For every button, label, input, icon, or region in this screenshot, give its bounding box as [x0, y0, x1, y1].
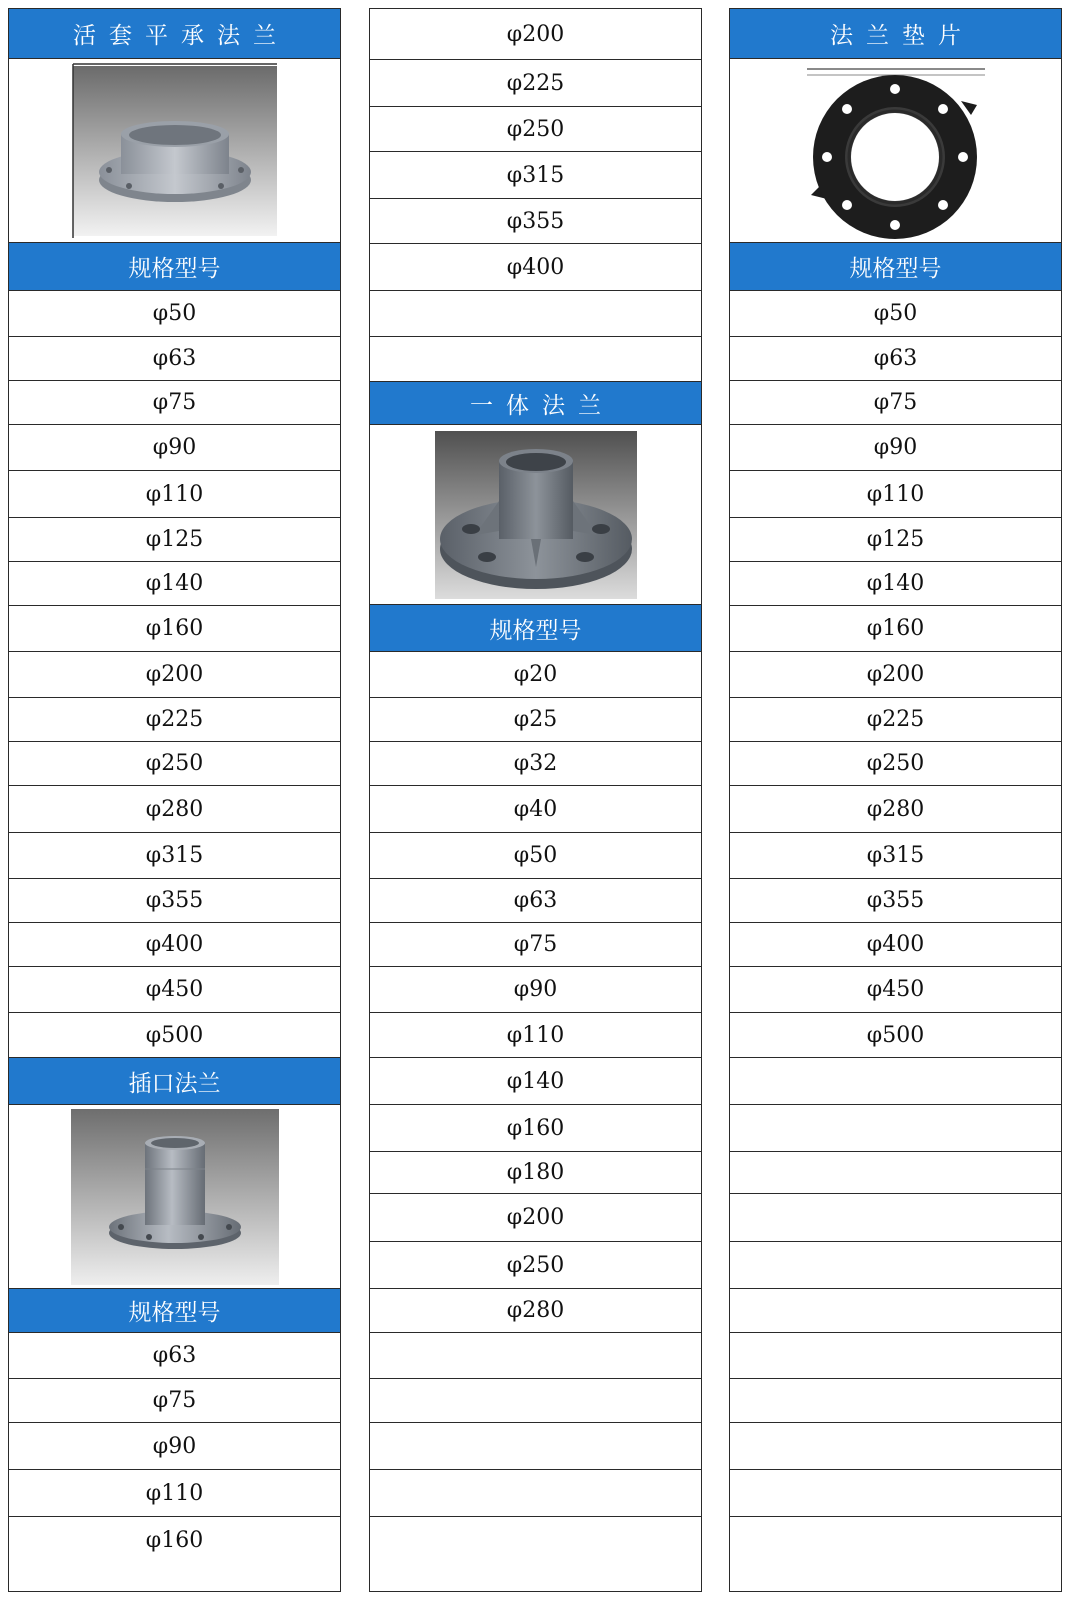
size-cell: φ355: [730, 879, 1061, 923]
size-cell: φ280: [370, 1289, 701, 1333]
size-cell: φ50: [370, 833, 701, 879]
size-cell: φ63: [9, 337, 340, 381]
size-cell: φ75: [370, 923, 701, 967]
size-cell: φ50: [9, 291, 340, 337]
loose-socket-flange-photo-icon: [69, 62, 281, 240]
empty-cell: [730, 1333, 1061, 1379]
size-cell: φ140: [730, 562, 1061, 606]
size-cell: φ400: [370, 244, 701, 291]
section-title: 一体法兰: [370, 382, 701, 425]
size-cell: φ40: [370, 786, 701, 833]
size-cell: φ50: [730, 291, 1061, 337]
size-cell: φ90: [9, 425, 340, 471]
size-cell: φ250: [9, 742, 340, 786]
section-title: 法兰垫片: [730, 9, 1061, 59]
size-cell: φ250: [370, 107, 701, 152]
empty-cell: [730, 1152, 1061, 1194]
spec-header: 规格型号: [9, 1289, 340, 1333]
size-cell: φ125: [9, 518, 340, 562]
size-cell: φ315: [730, 833, 1061, 879]
size-cell: φ160: [145, 1527, 204, 1553]
empty-cell: [370, 1470, 701, 1517]
size-cell: φ400: [730, 923, 1061, 967]
size-cell: φ110: [730, 471, 1061, 518]
size-cell: φ200: [370, 9, 701, 60]
size-cell: φ250: [370, 1242, 701, 1289]
spec-header: 规格型号: [9, 243, 340, 291]
empty-cell: [370, 1517, 701, 1593]
empty-cell: [730, 1105, 1061, 1152]
size-cell: φ500: [9, 1013, 340, 1058]
product-image-cell: [9, 59, 340, 243]
empty-cell: [730, 1379, 1061, 1423]
size-cell: φ90: [9, 1423, 340, 1470]
size-cell: φ315: [9, 833, 340, 879]
empty-cell: [730, 1242, 1061, 1289]
size-cell: φ90: [370, 967, 701, 1013]
empty-cell: [730, 1423, 1061, 1470]
size-cell: φ200: [9, 652, 340, 698]
size-cell: φ315: [370, 152, 701, 199]
size-cell: φ25: [370, 698, 701, 742]
size-cell: φ500: [730, 1013, 1061, 1058]
size-cell: φ280: [730, 786, 1061, 833]
section-title: 活套平承法兰: [9, 9, 340, 59]
size-cell: φ63: [730, 337, 1061, 381]
size-cell: φ110: [9, 1470, 340, 1517]
size-cell: φ450: [9, 967, 340, 1013]
size-cell: φ63: [9, 1333, 340, 1379]
size-cell: φ110: [9, 471, 340, 518]
empty-cell: [730, 1470, 1061, 1517]
size-cell: φ110: [370, 1013, 701, 1058]
flange-gasket-photo-icon: [781, 61, 1011, 241]
column-integral-flange: [369, 8, 702, 1592]
spec-header: 规格型号: [370, 605, 701, 652]
size-cell: φ90: [730, 425, 1061, 471]
empty-cell: [730, 1289, 1061, 1333]
size-cell: φ140: [370, 1058, 701, 1105]
size-cell: φ225: [370, 60, 701, 107]
size-cell: φ160: [9, 606, 340, 652]
product-image-cell: [9, 1105, 340, 1289]
empty-cell: [730, 1058, 1061, 1105]
empty-cell: [370, 337, 701, 382]
size-cell: φ75: [9, 381, 340, 425]
spec-header: 规格型号: [730, 243, 1061, 291]
spigot-flange-photo-icon: [71, 1109, 279, 1285]
size-cell: φ225: [9, 698, 340, 742]
size-cell: φ280: [9, 786, 340, 833]
column-loose-flange: [8, 8, 341, 1592]
size-cell: φ160: [370, 1105, 701, 1152]
product-image-cell: [730, 59, 1061, 243]
size-cell: φ200: [730, 652, 1061, 698]
integral-flange-photo-icon: [435, 431, 637, 599]
size-cell: φ63: [370, 879, 701, 923]
empty-cell: [370, 1379, 701, 1423]
section-title: 插口法兰: [9, 1058, 340, 1105]
empty-cell: [730, 1517, 1061, 1593]
size-cell: φ450: [730, 967, 1061, 1013]
size-cell: φ32: [370, 742, 701, 786]
size-cell: φ355: [370, 199, 701, 244]
empty-cell: [730, 1194, 1061, 1242]
size-cell: φ225: [730, 698, 1061, 742]
column-flange-gasket: [729, 8, 1062, 1592]
size-cell: φ200: [370, 1194, 701, 1242]
empty-cell: [370, 291, 701, 337]
empty-cell: [370, 1333, 701, 1379]
size-cell: φ75: [730, 381, 1061, 425]
empty-cell: [370, 1423, 701, 1470]
size-cell: φ355: [9, 879, 340, 923]
size-cell: φ20: [370, 652, 701, 698]
size-cell: φ180: [370, 1152, 701, 1194]
size-cell: φ140: [9, 562, 340, 606]
product-image-cell: [370, 425, 701, 605]
size-cell: φ75: [9, 1379, 340, 1423]
size-cell: φ160: [730, 606, 1061, 652]
size-cell: φ400: [9, 923, 340, 967]
size-cell: φ125: [730, 518, 1061, 562]
size-cell: φ250: [730, 742, 1061, 786]
